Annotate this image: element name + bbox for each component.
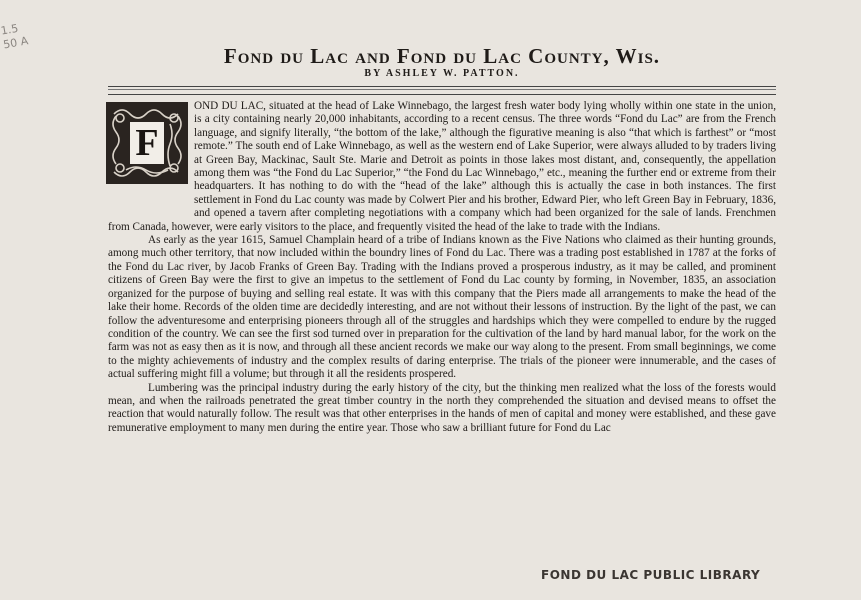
drop-cap-letter: F	[130, 122, 164, 164]
paragraph: As early as the year 1615, Samuel Champlain heard of a tribe of Indians known as the Five Nations who claimed as their hunting grounds, among much other territory, that now included within the boundry lines of Fond du Lac. There was a trading post established in 1787 at the forks of the Fond du Lac river, by Jacob Franks of Green Bay. Trading with the Indians proved a prosperous industry, as it may be called, and prominent citizens of Green Bay were the first to give an impetus to the settlement of Fond du Lac county by forming, in November, 1835, an association organized for the purpose of buying and selling real estate. It was with this company that the Piers made all arrangements to make the head of the lake their home. Records of the olden time are decidedly interesting, and are not without their lessons of instruction. By the light of the past, we can follow the adventuresome and enterprising pioneers through all of the struggles and hardships which they were compelled to endure by the rugged condition of the country. We can see the first sod turned over in preparation for the cultivation of the land by hard manual labor, for the work on the farm was not as easy then as it is now, and through all these ancient records we make our way along to the present. From small beginnings, we come to the mighty achievements of industry and the complex results of daring enterprise. The trials of the pioneer were innumerable, and the cases of actual suffering might fill a volume; but through it all the residents prospered.	[108, 234, 776, 381]
library-stamp: FOND DU LAC PUBLIC LIBRARY	[541, 568, 761, 582]
article-title: Fond du Lac and Fond du Lac County, Wis.	[223, 44, 661, 68]
article-body	[108, 100, 776, 435]
article-byline: BY ASHLEY W. PATTON.	[364, 68, 520, 79]
paragraph: Lumbering was the principal industry during the early history of the city, but the thinking men realized what the loss of the forests would mean, and when the railroads penetrated the great timber country in the north they comprehended the situation and devised means to offset the reaction that would naturally follow. The result was that other enterprises in the hands of men of capital and money were established, and these gave remunerative employment to many men during the entire year. Those who saw a brilliant future for Fond du Lac	[108, 381, 776, 434]
title-rule	[108, 86, 776, 95]
pencil-annotation: 1.5 50 A	[0, 21, 30, 52]
paragraph: OND DU LAC, situated at the head of Lake Winnebago, the largest fresh water body lying wholly within one state in the union, is a city containing nearly 20,000 inhabitants, according to a recent census. The three words “Fond du Lac” are from the French language, and signify literally, “the bottom of the lake,” although the figurative meaning is also “that which is farthest” or “most remote.” The south end of Lake Winnebago, as well as the western end of Lake Superior, were always alluded to by traders living at Green Bay, Mackinac, Sault Ste. Marie and Detroit as points in those lakes most distant, and, consequently, the appellation among them was “the Fond du Lac Superior,” “the Fond du Lac Winnebago,” etc., meaning the further end or extreme from their headquarters. It has nothing to do with the “head of the lake” although this is actually the case in both instances. The first settlement in Fond du Lac county was made by Colwert Pier and his brother, Edward Pier, who left Green Bay in February, 1836, and opened a tavern after completing negotiations with a company which had been organized for the sale of lands. Frenchmen from Canada, however, were early visitors to the place, and frequently visited the head of the lake to trade with the Indians.	[108, 100, 776, 233]
